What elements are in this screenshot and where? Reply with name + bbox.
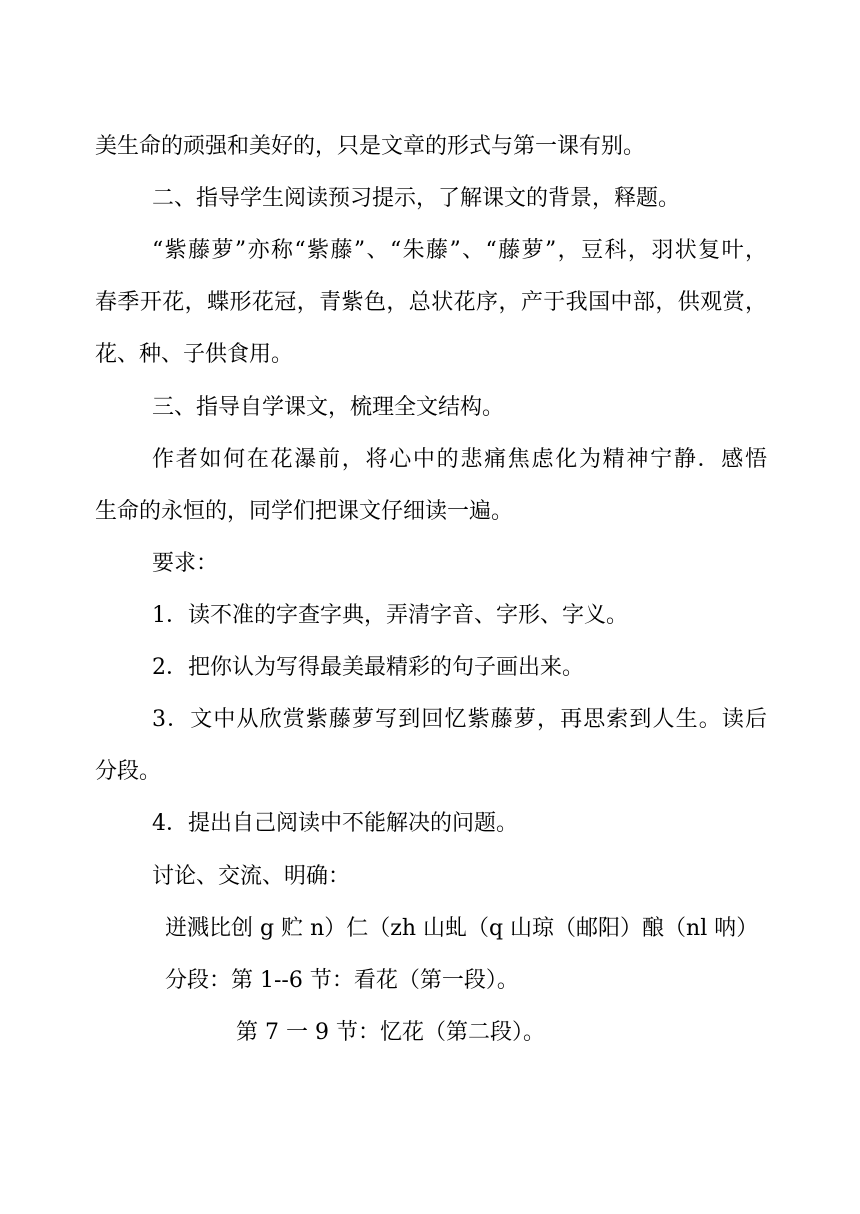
text-line: 要求： <box>152 551 219 576</box>
text-line: 2．把你认为写得最美最精彩的句子画出来。 <box>152 655 584 680</box>
text-line: 第 7 一 9 节：忆花（第二段）。 <box>236 1020 545 1045</box>
text-line: 春季开花，蝶形花冠，青紫色，总状花序，产于我国中部，供观赏， <box>95 290 767 315</box>
text-line: “紫藤萝”亦称“紫藤”、“朱藤”、“藤萝”，豆科，羽状复叶， <box>152 238 767 263</box>
text-line: 生命的永恒的，同学们把课文仔细读一遍。 <box>95 499 514 524</box>
text-line: 二、指导学生阅读预习提示，了解课文的背景，释题。 <box>152 186 681 211</box>
text-line: 三、指导自学课文，梳理全文结构。 <box>152 395 505 420</box>
text-line: 美生命的顽强和美好的，只是文章的形式与第一课有别。 <box>95 134 646 159</box>
text-line: 分段。 <box>95 759 162 784</box>
text-line: 迸溅比创 g 贮 n）仁（zh 山虬（q 山琼（邮阳）酿（nl 呐） <box>165 916 759 941</box>
text-line: 3．文中从欣赏紫藤萝写到回忆紫藤萝，再思索到人生。读后 <box>152 707 767 732</box>
text-line: 作者如何在花瀑前，将心中的悲痛焦虑化为精神宁静．感悟 <box>152 447 767 472</box>
text-line: 1．读不准的字查字典，弄清字音、字形、字义。 <box>152 603 628 628</box>
text-line: 4．提出自己阅读中不能解决的问题。 <box>152 811 518 836</box>
text-line: 分段：第 1--6 节：看花（第一段）。 <box>165 968 519 993</box>
text-line: 讨论、交流、明确： <box>152 864 351 889</box>
text-line: 花、种、子供食用。 <box>95 342 294 367</box>
